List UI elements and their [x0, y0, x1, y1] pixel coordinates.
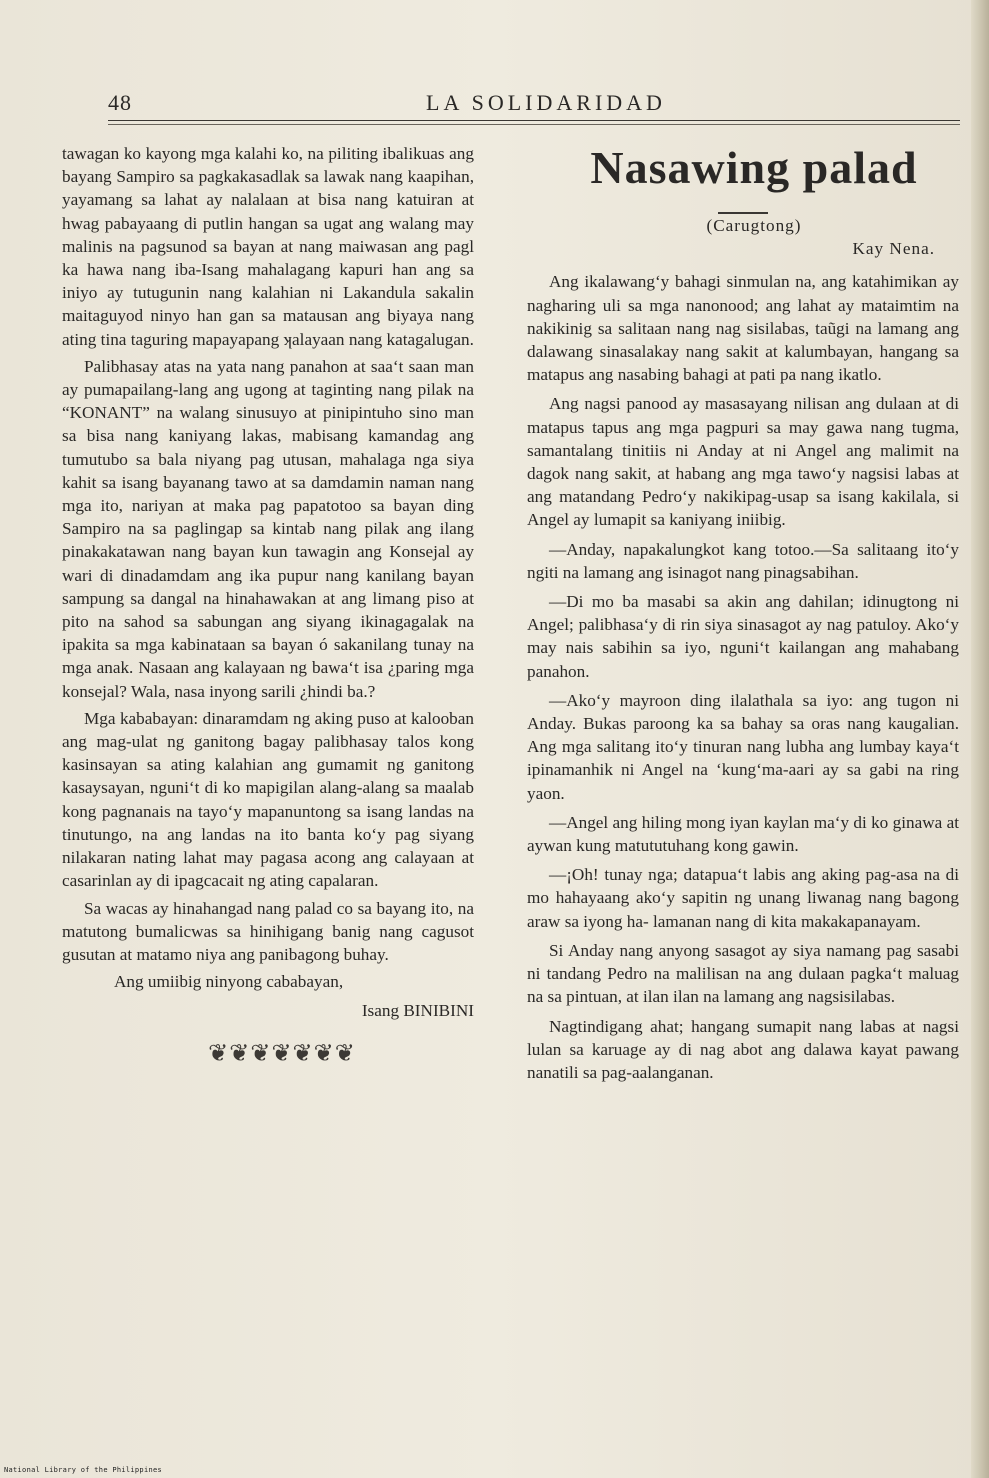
left-paragraph-4: Sa wacas ay hinahangad nang palad co sa bayang ito, na matutong bumalicwas sa hinihigang banig nang cagusot gusutan at matamo niya ang panibagong buhay.: [62, 898, 474, 964]
footer-credit: National Library of the Philippines: [4, 1466, 163, 1474]
left-column: [62, 142, 474, 1097]
right-paragraph-1: Ang ikalawang‘y bahagi sinmulan na, ang katahimikan ay nagharing uli sa mga nanonood; ang lahat ay mataimtim na nakikinig sa salitaan nang nag sisilabas, taũgi na lamang ang dalawang sinasalakay nang sakit at kalumbayan, hangang sa matapus ang nasabing bahagi at pati pa nang ikatlo.: [527, 272, 959, 385]
article-subtitle: (Carugtong): [706, 216, 802, 235]
right-paragraph-2: Ang nagsi panood ay masasayang nilisan ang dulaan at di matapus tapus ang mga pagpuri sa may gawa nang tugma, samantalang tinitiis ni Anday at ni Angel ang malimit na dagok nang sakit, at habang ang mga tawo‘y nagsisi labas at ang matandang Pedro‘y nakikipag-usap sa isang kakilala, si Angel ay lumapit sa kaniyang iniibig.: [527, 394, 959, 530]
right-paragraph-3: —Anday, napakalungkot kang totoo.—Sa salitaang ito‘y ngiti na lamang ang isinagot nang pinagsabihan.: [527, 539, 959, 582]
page-number: 48: [108, 90, 132, 115]
running-title: LA SOLIDARIDAD: [426, 90, 666, 115]
article-dedication: Kay Nena.: [852, 239, 935, 259]
left-paragraph-1: tawagan ko kayong mga kalahi ko, na piliting ibalikuas ang bayang Sampiro sa pagkakasadlak sa lawak nang kaapihan, yayamang sa lahat ay nalalaan at bisa nang katuiran at hwag pabayaang di putlin hangan sa ugat ang walang may malinis na pagsunod sa bayan at nang maiwasan ang pagl ka hawa nang iba-Isang mahalagang kapuri han ang sa iniyo ay tutugunin nang kalahian ni Lakandula sakalin maitaguyod ninyo han gan sa matausan ang biyaya nang ating tina taguring mapayapang ʞalayaan nang katagalugan.: [62, 144, 474, 349]
right-paragraph-4: —Di mo ba masabi sa akin ang dahilan; idinugtong ni Angel; palibhasa‘y di rin siya sinasagot ay nag patuloy. Ako‘y may nais sabihin sa iyo, nguni‘t kailangan ang mahabang panahon.: [527, 592, 959, 681]
right-paragraph-5: —Ako‘y mayroon ding ilalathala sa iyo: ang tugon ni Anday. Bukas paroong ka sa bahay sa oras nang kaugalian. Ang mga salitang ito‘y tinuran nang lubha ang lumbay kaya‘t ipinamanhik ni Angel na ‘kung‘ma-aari ay sa gabi na ring yaon.: [527, 690, 959, 803]
page-edge-shadow: [971, 0, 989, 1478]
ornament-divider: ❦❦❦❦❦❦❦: [208, 1040, 356, 1067]
right-paragraph-7: —¡Oh! tunay nga; datapua‘t labis ang aking pag-asa na di mo hahayaang ako‘y sapitin ng unang liwanag nang bagong araw sa iyong ha‑ lamanan nang di kita makakapanayam.: [527, 865, 959, 931]
header-rule-thin: [108, 124, 960, 125]
signature: Isang BINIBINI: [361, 1001, 474, 1021]
header-rule: [108, 120, 960, 121]
right-paragraph-8: Si Anday nang anyong sasagot ay siya namang pag sasabi ni tandang Pedro na malilisan na ang dulaan pagka‘t maluag na sa pintuan, at ilan ilan na lamang ang nagsisilabas.: [527, 940, 959, 1007]
left-paragraph-2: Palibhasay atas na yata nang panahon at saa‘t saan man ay pumapailang-lang ang ugong at taginting nang pilak na “KONANT” na walang sinusuyo at pinipintuho sino man sa bisa nang kaniyang lakas, mabisang kamandag ang tumutubo sa bala niyang pag utusan, mahalaga nga siya kahit sa isang bayanang tawo at sa damdamin naman nang mga ito, nariyan at maka pag papatotoo sa bayan ding Sampiro na sa paglingap sa kintab nang pilak ang ilang pinakakatawan nang bayan kun tawagin ang Konsejal ay wari di dinadamdam ang ika pupur nang kanilang bayan sampung sa dangal na hinahawakan at ang limang piso at pito na sahod sa sabungan ang siyang ikinagagalak na ipakita sa mga kabinataan sa bayan ó sakanilang tunay na mga anak. Nasaan ang kalayaan ng bawa‘t isa ¿paring mga konsejal? Wala, nasa inyong sarili ¿hindi ba.?: [62, 356, 474, 701]
page-header: [108, 90, 970, 118]
closing-line: Ang umiibig ninyong cababayan,: [114, 972, 344, 992]
article-body: [527, 270, 959, 1084]
right-paragraph-6: —Angel ang hiling mong iyan kaylan ma‘y di ko ginawa at aywan kung matututuhang kong gawin.: [527, 812, 959, 856]
right-paragraph-9: Nagtindigang ahat; hangang sumapit nang labas at nagsi lulan sa karuage ay di nag abot ang dalawa kayat pawang nanatili sa pag-aalanganan.: [527, 1016, 959, 1082]
article-title: Nasawing palad: [590, 142, 918, 193]
right-column: [527, 142, 959, 1090]
left-paragraph-3: Mga kababayan: dinaramdam ng aking puso at kalooban ang mag-ulat ng ganitong bagay palibhasay talos kong kasinsayan sa ating kalahian ang gumamit ng ganitong kasaysayan, nguni‘t di ko mapigilan alang-alang sa maalab kong pagnanais na tayo‘y mapanuntong sa isang landas na tinutungo, na ang landas na ito banta ko‘y pag siyang nilakaran nating lahat may pagasa acong ang calayaan at casarinlan ay di ipagcacait ng ating capalaran.: [62, 708, 474, 891]
